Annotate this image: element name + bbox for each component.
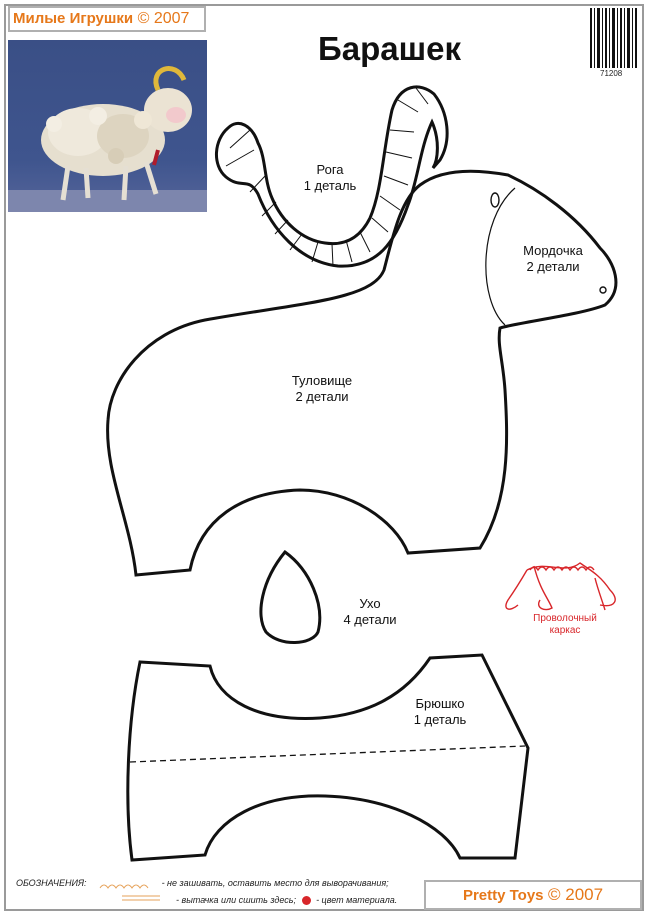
page-title: Барашек bbox=[318, 30, 461, 67]
wire-line1: Проволочный bbox=[533, 613, 597, 624]
horns-count: 1 деталь bbox=[303, 178, 357, 193]
wire-line2: каркас bbox=[549, 625, 581, 636]
horns-label bbox=[290, 162, 370, 194]
belly-label bbox=[400, 696, 480, 728]
body-name: Туловище bbox=[291, 373, 353, 388]
legend-heading: ОБОЗНАЧЕНИЯ: bbox=[16, 878, 87, 888]
ear-count: 4 детали bbox=[343, 612, 397, 627]
footer-brand bbox=[424, 880, 642, 910]
body-label bbox=[272, 373, 372, 405]
ear-piece bbox=[261, 552, 320, 643]
legend-row2 bbox=[176, 895, 397, 905]
wire-frame bbox=[506, 563, 615, 610]
material-color-icon bbox=[302, 896, 311, 905]
brand-name: Милые Игрушки bbox=[13, 10, 134, 27]
body-count: 2 детали bbox=[295, 389, 349, 404]
muzzle-name: Мордочка bbox=[523, 243, 583, 258]
muzzle-count: 2 детали bbox=[526, 259, 580, 274]
legend-color: - цвет материала. bbox=[316, 895, 398, 905]
ear-name: Ухо bbox=[359, 596, 381, 611]
belly-count: 1 деталь bbox=[413, 712, 467, 727]
barcode-number: 71208 bbox=[600, 69, 623, 78]
belly-name: Брюшко bbox=[415, 696, 465, 711]
brand-year: © 2007 bbox=[137, 10, 190, 27]
dart-sample-icon bbox=[122, 896, 160, 900]
legend-open-seam: - не зашивать, оставить место для выворачивания; bbox=[161, 878, 389, 888]
wire-frame-label bbox=[520, 613, 610, 637]
footer-name: Pretty Toys bbox=[462, 887, 544, 904]
ear-label bbox=[330, 596, 410, 628]
legend-dart: - вытачка или сшить здесь; bbox=[176, 895, 297, 905]
belly-piece bbox=[128, 655, 528, 860]
horns-name: Рога bbox=[316, 162, 344, 177]
legend-row1 bbox=[16, 878, 389, 888]
muzzle-label bbox=[508, 243, 598, 275]
footer-year: © 2007 bbox=[547, 885, 604, 904]
